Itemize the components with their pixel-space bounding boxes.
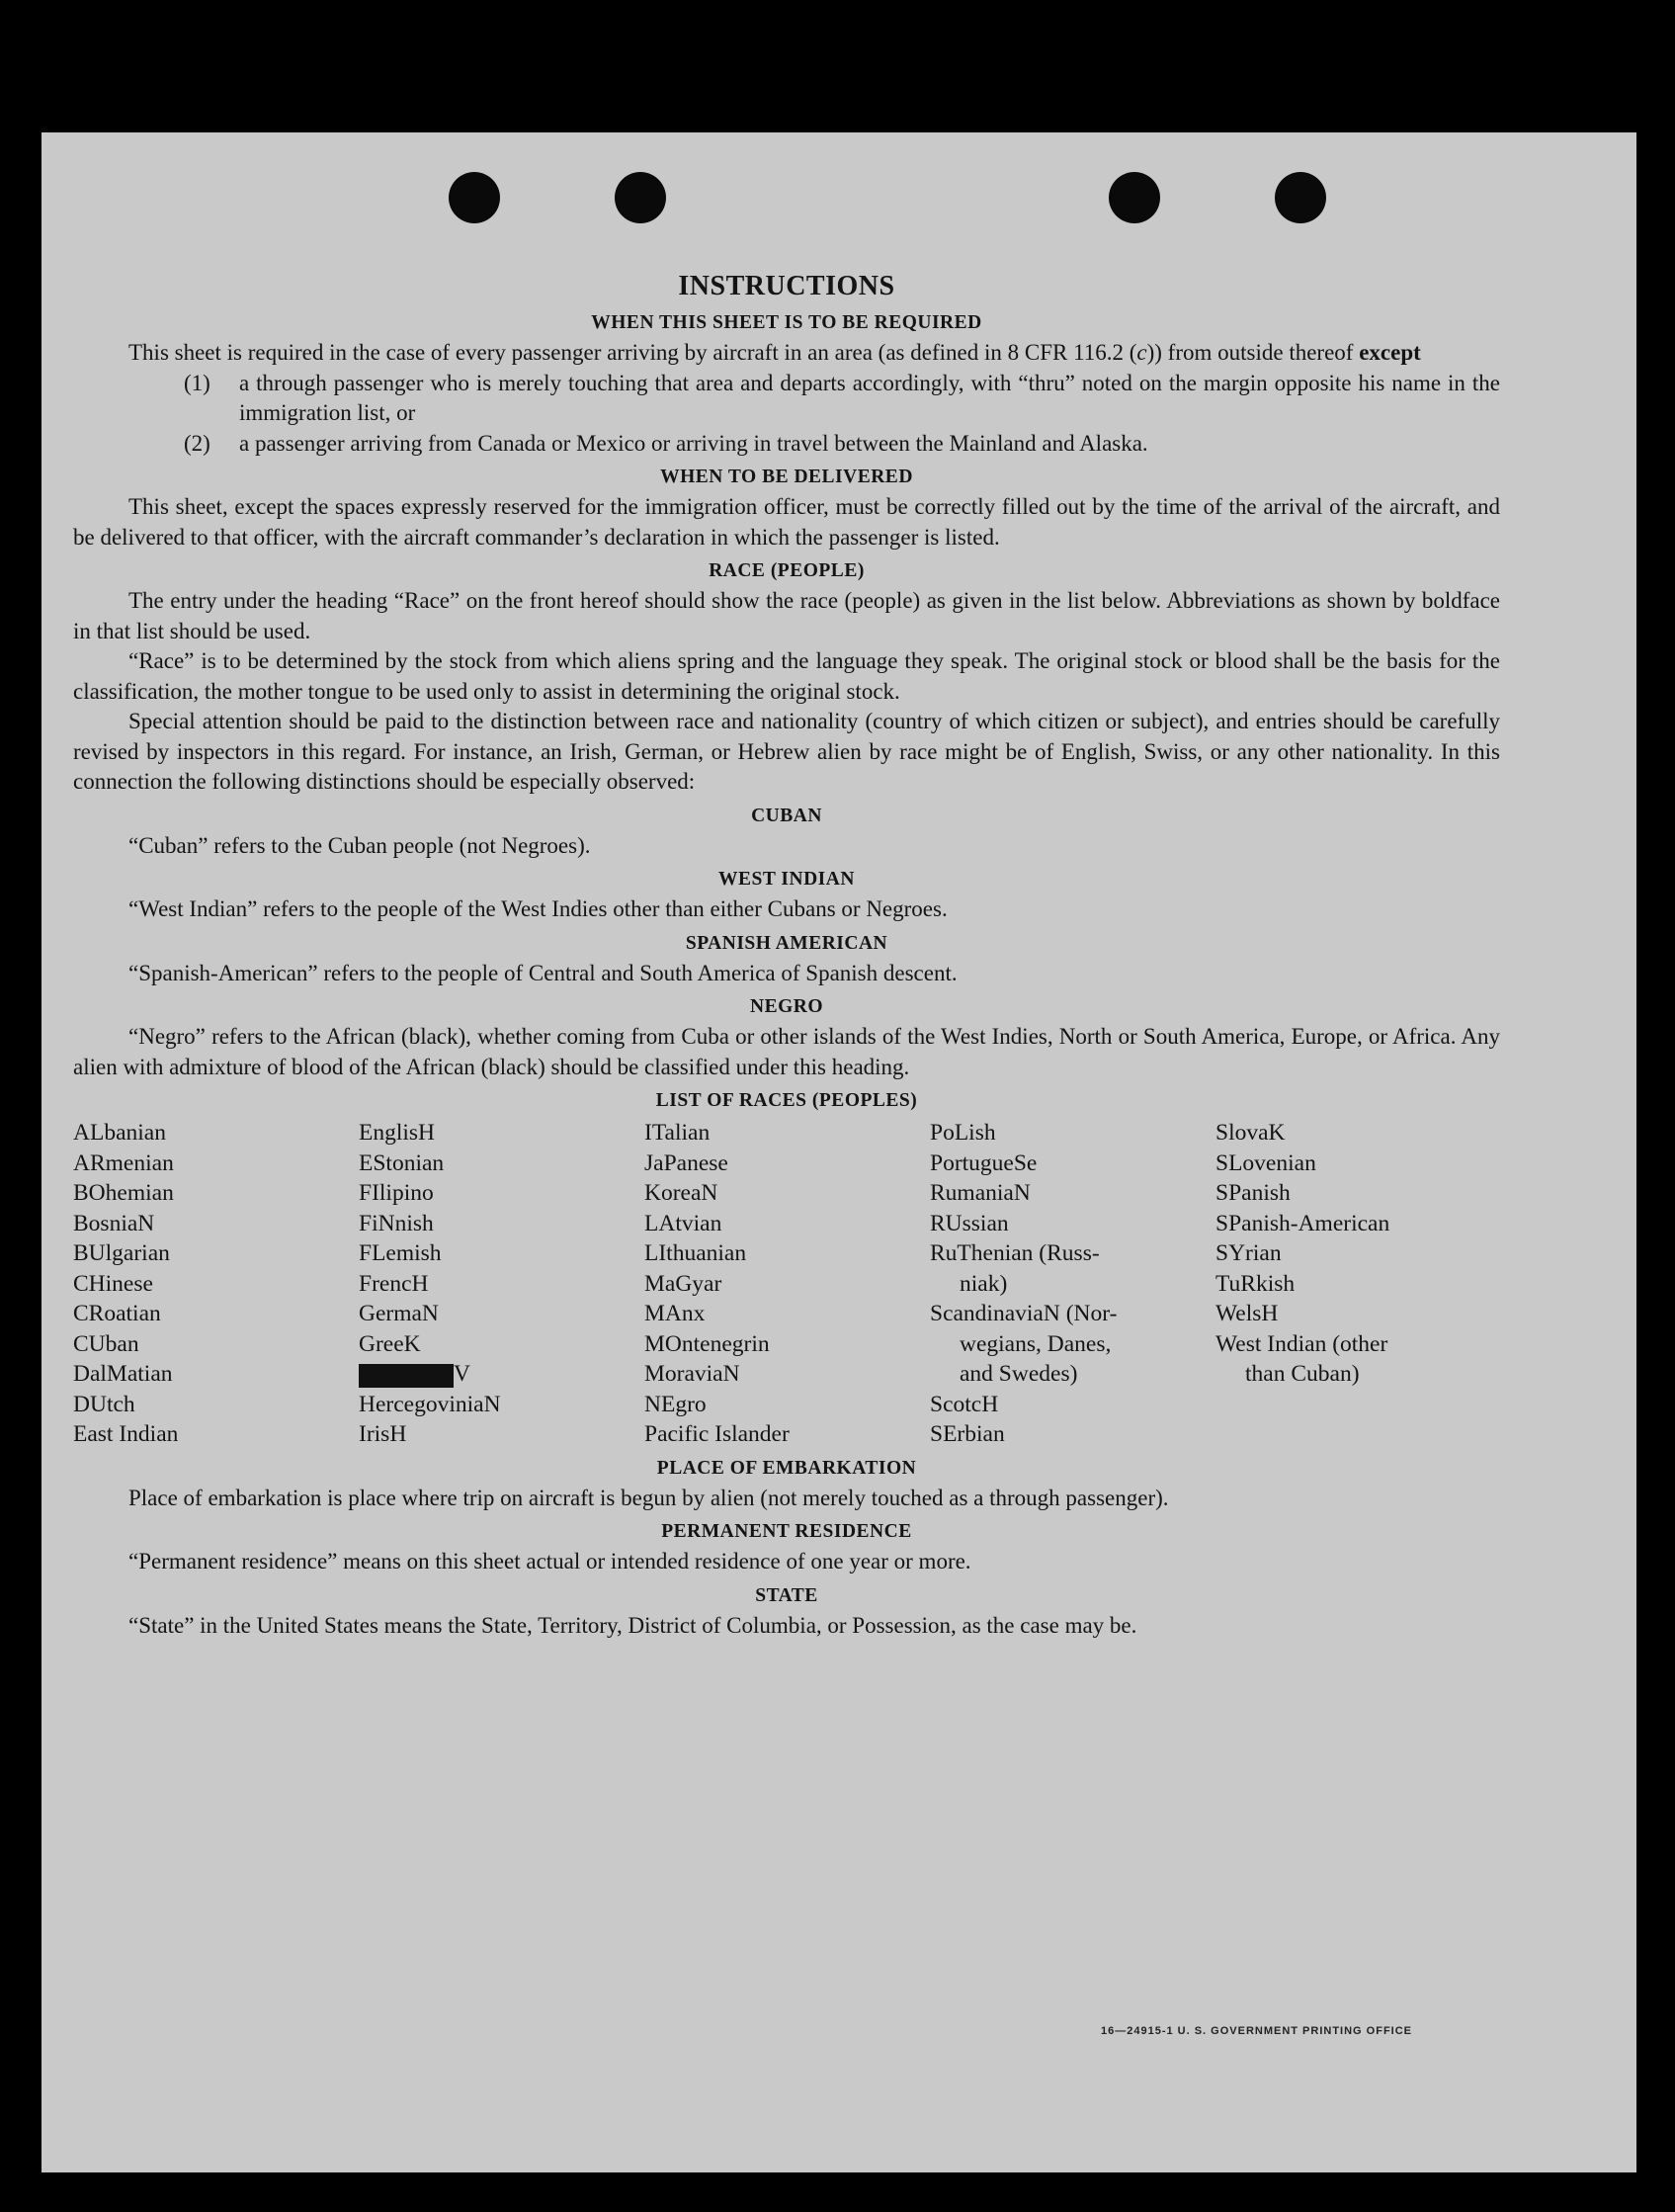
exception-number: (1): [184, 370, 210, 395]
heading-cuban: CUBAN: [751, 805, 822, 826]
redaction-mark: [359, 1364, 454, 1388]
embarkation-text: Place of embarkation is place where trip on aircraft is begun by alien (not merely touched as a through passenger).: [128, 1485, 1169, 1510]
race-entry: ARmenian: [73, 1149, 174, 1176]
punch-hole: [449, 172, 500, 223]
race-entry: LAtvian: [644, 1210, 722, 1236]
race-entry: PoLish: [930, 1120, 996, 1146]
race-entry-redacted: [359, 1359, 644, 1390]
intro-text-mid: )) from outside thereof: [1146, 340, 1360, 365]
exception-text: a through passenger who is merely touching that area and departs accordingly, with “thru” noted on the margin opposite his name in the immigration list, or: [239, 370, 1500, 425]
race-column: [644, 1118, 930, 1450]
race-entry: TuRkish: [1215, 1270, 1296, 1297]
heading-residence: PERMANENT RESIDENCE: [661, 1521, 912, 1542]
race-entry: ScandinaviaN (Nor-: [930, 1301, 1118, 1326]
race-entry: LIthuanian: [644, 1240, 747, 1266]
exception-item: [73, 369, 1500, 429]
race-entry: ITalian: [644, 1120, 711, 1146]
heading-state: STATE: [755, 1584, 818, 1606]
race-entry: FLemish: [359, 1240, 442, 1266]
cuban-text: “Cuban” refers to the Cuban people (not Negroes).: [128, 832, 591, 858]
west-indian-text: “West Indian” refers to the people of the West Indies other than either Cubans or Negroes.: [128, 896, 948, 921]
race-paragraph-1: The entry under the heading “Race” on the front hereof should show the race (people) as given in the list below. Abbreviations as shown by boldface in that list should be used.: [73, 588, 1500, 643]
exception-number: (2): [184, 430, 210, 456]
negro-text: “Negro” refers to the African (black), whether coming from Cuba or other islands of the West Indies, North or South America, Europe, or Africa. Any alien with admixture of blood of the African (black) should be classified under this heading.: [73, 1024, 1500, 1079]
race-entry: CRoatian: [73, 1301, 161, 1326]
race-entry: SPanish: [1215, 1180, 1291, 1206]
race-entry: JaPanese: [644, 1149, 728, 1176]
exception-text: a passenger arriving from Canada or Mexico or arriving in travel between the Mainland and Alaska.: [239, 430, 1148, 456]
race-entry: SLovenian: [1215, 1149, 1316, 1176]
race-entry: EnglisH: [359, 1120, 436, 1146]
punch-hole: [1275, 172, 1326, 223]
race-entry: BosniaN: [73, 1210, 155, 1236]
state-text: “State” in the United States means the State, Territory, District of Columbia, or Possession, as the case may be.: [128, 1612, 1137, 1638]
heading-when-required: WHEN THIS SHEET IS TO BE REQUIRED: [591, 312, 982, 333]
heading-spanish-american: SPANISH AMERICAN: [685, 932, 888, 954]
race-entry: BOhemian: [73, 1180, 174, 1206]
punch-hole: [1109, 172, 1160, 223]
race-entry: CUban: [73, 1330, 139, 1357]
race-entry: MaGyar: [644, 1270, 722, 1297]
race-entry: FIlipino: [359, 1180, 434, 1206]
race-entry: RuThenian (Russ-: [930, 1240, 1100, 1266]
race-entry: DUtch: [73, 1391, 135, 1417]
race-column: [73, 1118, 359, 1450]
when-delivered-text: This sheet, except the spaces expressly reserved for the immigration officer, must be correctly filled out by the time of the arrival of the aircraft, and be delivered to that officer, with the aircraft commander’s declaration in which the passenger is listed.: [73, 494, 1500, 550]
race-entry: RumaniaN: [930, 1180, 1031, 1206]
document-sheet: [42, 132, 1636, 2172]
race-entry: EStonian: [359, 1149, 445, 1176]
race-entry: HercegoviniaN: [359, 1391, 501, 1417]
race-entry: West Indian (other: [1215, 1330, 1388, 1357]
race-entry: GreeK: [359, 1330, 421, 1357]
race-column: [1215, 1118, 1501, 1450]
race-entry: Pacific Islander: [644, 1421, 790, 1447]
race-entry: DalMatian: [73, 1361, 173, 1387]
race-column: [359, 1118, 644, 1450]
intro-citation: c: [1136, 340, 1147, 365]
race-entry: FrencH: [359, 1270, 429, 1297]
when-required-intro: [73, 338, 1500, 369]
page-title: INSTRUCTIONS: [678, 271, 895, 301]
intro-except: except: [1359, 340, 1421, 365]
heading-list-of-races: LIST OF RACES (PEOPLES): [655, 1090, 918, 1111]
race-entry: NEgro: [644, 1391, 707, 1417]
instructions-body: [73, 269, 1500, 1641]
race-entry-suffix: V: [454, 1361, 470, 1387]
race-entry: SYrian: [1215, 1240, 1282, 1266]
race-entry: IrisH: [359, 1421, 407, 1447]
race-entry: MoraviaN: [644, 1361, 740, 1387]
race-list: [73, 1118, 1500, 1450]
race-entry: ALbanian: [73, 1120, 166, 1146]
exception-item: [73, 429, 1500, 460]
heading-race: RACE (PEOPLE): [709, 560, 865, 581]
race-entry: BUlgarian: [73, 1240, 170, 1266]
heading-embarkation: PLACE OF EMBARKATION: [656, 1457, 917, 1479]
race-entry: PortugueSe: [930, 1149, 1038, 1176]
punch-hole: [615, 172, 666, 223]
race-entry: FiNnish: [359, 1210, 434, 1236]
race-entry-continued: than Cuban): [1245, 1361, 1360, 1387]
race-entry-continued: wegians, Danes,: [960, 1330, 1112, 1357]
race-entry: ScotcH: [930, 1391, 999, 1417]
spanish-american-text: “Spanish-American” refers to the people of Central and South America of Spanish descent.: [128, 960, 958, 985]
race-entry: SlovaK: [1215, 1120, 1286, 1146]
race-entry: CHinese: [73, 1270, 153, 1297]
race-entry: RUssian: [930, 1210, 1009, 1236]
residence-text: “Permanent residence” means on this sheet actual or intended residence of one year or more.: [128, 1549, 971, 1574]
intro-text-start: This sheet is required in the case of every passenger arriving by aircraft in an area (as defined in 8 CFR 116.2 (: [128, 340, 1137, 365]
race-paragraph-3: Special attention should be paid to the distinction between race and nationality (country of which citizen or subject), and entries should be carefully revised by inspectors in this regard. For instance, an Irish, German, or Hebrew alien by race might be of English, Swiss, or any other nationality. In this connection the following distinctions should be especially observed:: [73, 709, 1500, 794]
race-entry: MOntenegrin: [644, 1330, 770, 1357]
heading-west-indian: WEST INDIAN: [718, 869, 855, 890]
race-entry: MAnx: [644, 1301, 706, 1326]
race-entry: KoreaN: [644, 1180, 718, 1206]
race-entry-continued: and Swedes): [960, 1361, 1078, 1387]
race-entry-continued: niak): [960, 1270, 1008, 1297]
heading-negro: NEGRO: [749, 996, 823, 1017]
heading-when-delivered: WHEN TO BE DELIVERED: [660, 467, 913, 487]
race-paragraph-2: “Race” is to be determined by the stock from which aliens spring and the language they speak. The original stock or blood shall be the basis for the classification, the mother tongue to be used only to assist in determining the original stock.: [73, 648, 1500, 704]
race-entry: GermaN: [359, 1301, 439, 1326]
race-entry: SErbian: [930, 1421, 1005, 1447]
race-entry: SPanish-American: [1215, 1210, 1390, 1236]
race-entry: East Indian: [73, 1421, 179, 1447]
race-entry: WelsH: [1215, 1301, 1279, 1326]
printing-office-code: 16—24915-1 U. S. GOVERNMENT PRINTING OFFICE: [1101, 2025, 1413, 2037]
race-column: [930, 1118, 1215, 1450]
